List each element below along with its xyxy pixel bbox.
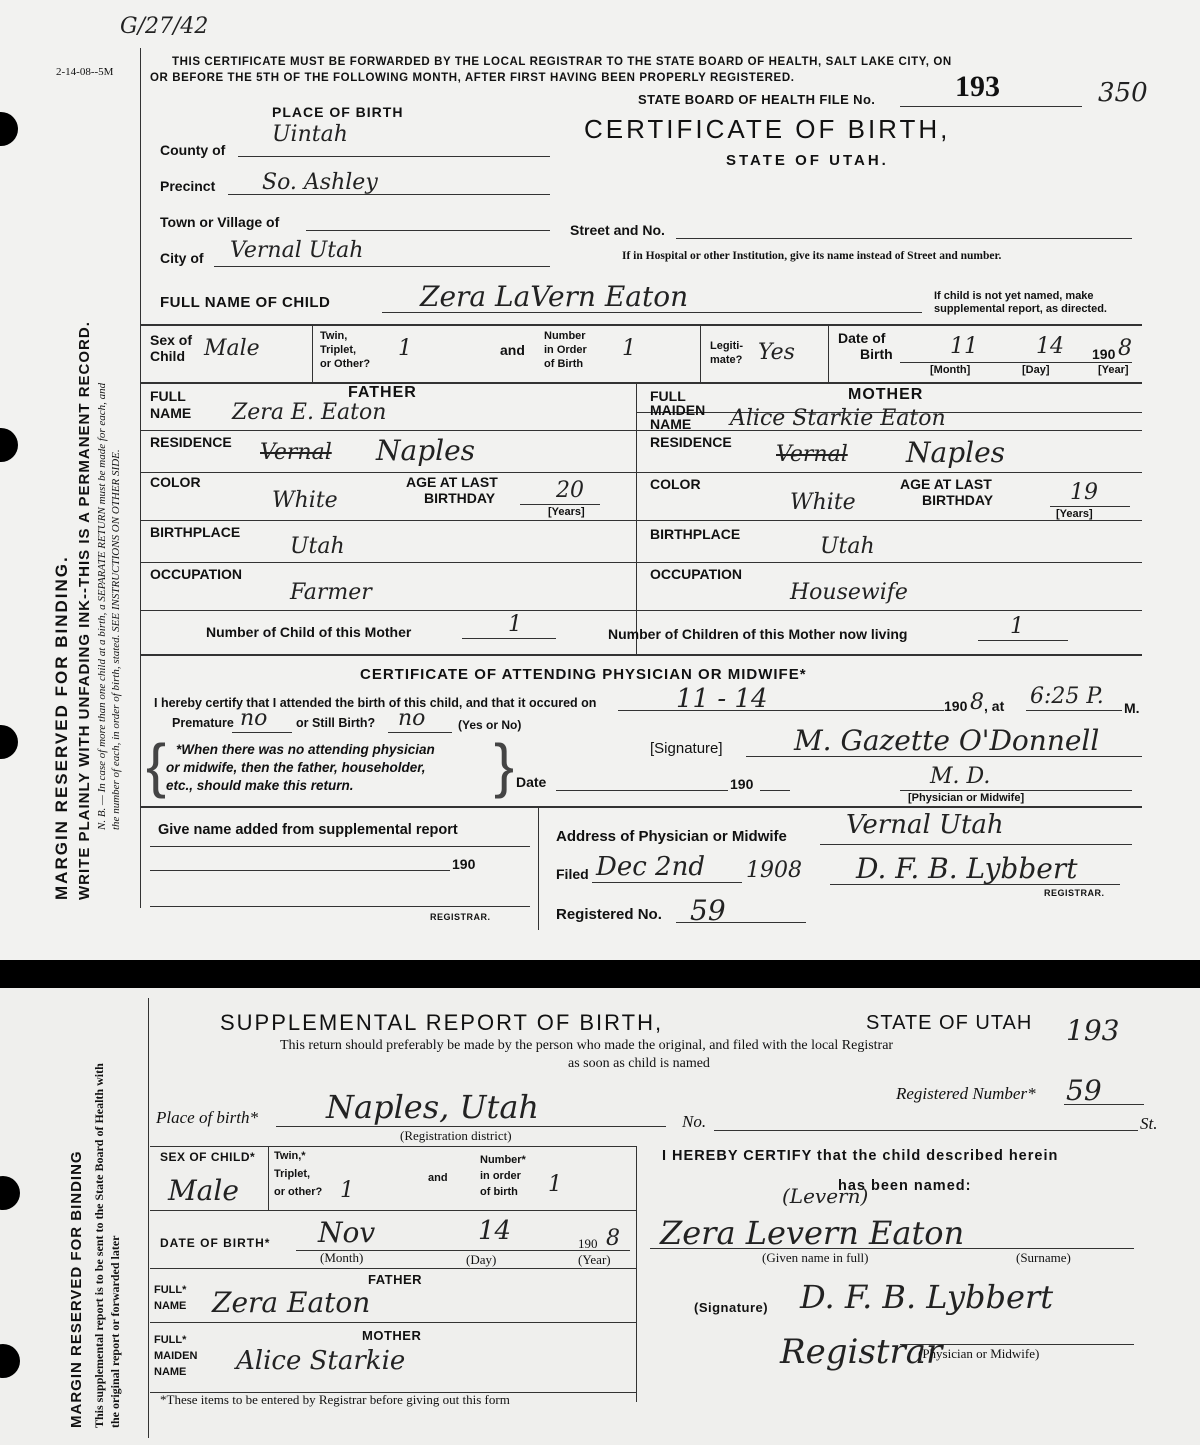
- supp-order-label-1: Number*: [480, 1154, 526, 1166]
- file-number-line: [900, 106, 1082, 107]
- mother-age-line: [1050, 506, 1130, 507]
- supp-physician-caption: (Physician or Midwife): [918, 1346, 1040, 1361]
- supp-signature-label: (Signature): [694, 1300, 769, 1315]
- child-name-line: [382, 312, 922, 313]
- filed-value: Dec 2nd: [596, 852, 705, 882]
- order-label-2: in Order: [544, 344, 587, 356]
- mother-name-label: NAME: [650, 416, 692, 432]
- father-name-value: Zera E. Eaton: [232, 400, 387, 425]
- dob-day-caption: [Day]: [1022, 364, 1050, 376]
- section-divider-2: [140, 382, 1142, 384]
- father-name-label: NAME: [150, 405, 192, 421]
- m-label: M.: [1124, 700, 1140, 716]
- mother-age-value: 19: [1070, 480, 1098, 505]
- mother-occupation-label: OCCUPATION: [650, 566, 743, 582]
- mother-color-label: COLOR: [650, 476, 701, 492]
- supp-dob-day: 14: [478, 1216, 512, 1246]
- supp-child-name: Zera Levern Eaton: [660, 1214, 965, 1252]
- father-birthplace-label: BIRTHPLACE: [150, 524, 241, 540]
- precinct-label: Precinct: [160, 178, 216, 194]
- sex-divider: [312, 326, 313, 382]
- supp-title-state: STATE OF UTAH: [866, 1012, 1033, 1034]
- mother-residence-value: Naples: [906, 436, 1006, 469]
- child-name-label: FULL NAME OF CHILD: [160, 294, 331, 311]
- registrar-label: REGISTRAR.: [1044, 888, 1105, 898]
- mother-name-value: Alice Starkie Eaton: [730, 406, 946, 431]
- supp-no-label: No.: [682, 1112, 707, 1131]
- precinct-line: [228, 194, 550, 195]
- mother-full-label: FULL: [650, 388, 686, 404]
- father-age-line: [520, 504, 600, 505]
- city-value: Vernal Utah: [230, 238, 364, 263]
- order-value: 1: [622, 336, 636, 361]
- supp-registered-line: [1064, 1104, 1144, 1105]
- supp-father-name-label: NAME: [154, 1300, 187, 1312]
- binding-hole-top: [0, 112, 18, 146]
- unnamed-note-1: If child is not yet named, make: [934, 290, 1094, 302]
- supp-box-right: [636, 1146, 637, 1402]
- and-label: and: [500, 342, 525, 358]
- supp-name-correction: (Levern): [782, 1184, 869, 1208]
- supp-box-top: [150, 1146, 636, 1147]
- dob-year-caption: [Year]: [1098, 364, 1129, 376]
- father-birthplace-value: Utah: [290, 534, 345, 559]
- mother-birthplace-value: Utah: [820, 534, 875, 559]
- supp-dob-label: DATE OF BIRTH*: [160, 1236, 271, 1250]
- signature-label: [Signature]: [650, 740, 723, 757]
- supp-registrar-line: [150, 906, 530, 907]
- city-line: [214, 266, 550, 267]
- corner-note: G/27/42: [120, 14, 209, 39]
- supp-mother-name-value: Alice Starkie: [236, 1346, 406, 1376]
- file-number-label: STATE BOARD OF HEALTH FILE No.: [638, 92, 876, 107]
- father-color-label: COLOR: [150, 474, 201, 490]
- margin-note-line-2: the number of each, in order of birth, stated. SEE INSTRUCTIONS ON OTHER SIDE.: [110, 449, 122, 830]
- margin-permanent-record-text: WRITE PLAINLY WITH UNFADING INK--THIS IS A PERMANENT RECORD.: [76, 321, 93, 900]
- county-value: Uintah: [272, 122, 348, 147]
- twin-label-2: Triplet,: [320, 344, 357, 356]
- supp-twin-label-1: Twin,*: [274, 1150, 306, 1162]
- physician-caption: [Physician or Midwife]: [908, 792, 1025, 804]
- premature-label: Premature: [172, 716, 234, 730]
- order-label-1: Number: [544, 330, 586, 342]
- supp-margin-rule: [148, 998, 149, 1438]
- supp-year-caption: (Year): [578, 1252, 611, 1267]
- supp-mother-full-label: FULL*: [154, 1334, 187, 1346]
- margin-note-line-1: N. B. — In case of more than one child at a birth, a SEPARATE RETURN must be made for each, and: [96, 382, 108, 830]
- registered-value: 59: [690, 894, 726, 927]
- order-label-3: of Birth: [544, 358, 584, 370]
- supp-name-line-1: [150, 846, 530, 847]
- mother-heading: MOTHER: [848, 386, 924, 403]
- supp-day-caption: (Day): [466, 1252, 497, 1267]
- supp-order-value: 1: [548, 1172, 562, 1197]
- num-child-line: [462, 638, 556, 639]
- num-living-value: 1: [1010, 614, 1024, 639]
- county-line: [238, 156, 550, 157]
- registered-line: [676, 922, 806, 923]
- birthplace-row-line: [140, 562, 1142, 563]
- father-years-caption: [Years]: [548, 506, 585, 518]
- stillbirth-value: no: [398, 706, 426, 731]
- supp-binding-hole-top: [0, 1176, 20, 1210]
- occurred-date: 11 - 14: [676, 684, 768, 714]
- occupation-row-line: [140, 610, 1142, 611]
- num-living-label: Number of Children of this Mother now living: [608, 626, 908, 642]
- street-label: Street and No.: [570, 222, 665, 238]
- sex-label-2: Child: [150, 348, 185, 364]
- supp-number-note: 193: [1066, 1014, 1120, 1047]
- sex-label-1: Sex of: [150, 332, 193, 348]
- father-occupation-label: OCCUPATION: [150, 566, 243, 582]
- father-residence-value: Naples: [376, 434, 476, 467]
- dob-year: 8: [1118, 336, 1132, 361]
- supp-name-line-2: [150, 870, 450, 871]
- hospital-note: If in Hospital or other Institution, give its name instead of Street and number.: [622, 250, 1002, 262]
- bottom-divider: [538, 806, 539, 930]
- supp-and-label: and: [428, 1172, 448, 1184]
- supp-footnote: *These items to be entered by Registrar before giving out this form: [160, 1392, 510, 1407]
- supp-binding-hole-bottom: [0, 1344, 20, 1378]
- note-brace-right: }: [494, 732, 515, 799]
- name-row-line: [140, 430, 1142, 431]
- legit-label-2: mate?: [710, 354, 743, 366]
- num-child-label: Number of Child of this Mother: [206, 624, 412, 640]
- supp-certify-line-1: I HEREBY CERTIFY that the child described herein: [662, 1148, 1059, 1164]
- supp-sex-divider: [268, 1146, 269, 1210]
- mother-maiden-label: MAIDEN: [650, 402, 706, 418]
- binding-hole-middle: [0, 428, 18, 462]
- father-age-value: 20: [556, 478, 584, 503]
- supp-given-caption: (Given name in full): [762, 1250, 869, 1265]
- supp-surname-caption: (Surname): [1016, 1250, 1071, 1265]
- mother-occupation-value: Housewife: [790, 580, 908, 605]
- supp-signature-title: Registrar: [780, 1332, 943, 1372]
- sex-value: Male: [204, 336, 260, 361]
- form-code: 2-14-08--5M: [56, 66, 114, 78]
- father-color-value: White: [272, 488, 338, 513]
- dob-line: [900, 362, 1132, 363]
- supp-place-value: Naples, Utah: [326, 1088, 540, 1126]
- supp-no-line: [714, 1130, 1138, 1131]
- supp-title: SUPPLEMENTAL REPORT OF BIRTH,: [220, 1010, 664, 1035]
- supp-registered-label: Registered Number*: [896, 1084, 1036, 1103]
- at-label: , at: [984, 698, 1005, 714]
- supp-place-label: Place of birth*: [156, 1108, 258, 1127]
- supp-margin-note-1: This supplemental report is to be sent to the State Board of Health with: [92, 1063, 106, 1428]
- supp-twin-value: 1: [340, 1178, 354, 1203]
- dob-month-caption: [Month]: [930, 364, 971, 376]
- physician-signature-title: M. D.: [930, 764, 991, 789]
- supp-month-caption: (Month): [320, 1250, 364, 1265]
- supp-reg-district: (Registration district): [400, 1128, 512, 1143]
- father-residence-struck: Vernal: [260, 440, 332, 465]
- legit-value: Yes: [758, 340, 795, 365]
- file-number-annotation: 350: [1098, 78, 1148, 108]
- father-residence-label: RESIDENCE: [150, 434, 232, 450]
- forwarding-instruction-1: THIS CERTIFICATE MUST BE FORWARDED BY THE LOCAL REGISTRAR TO THE STATE BOARD OF HEALTH, SALT LAKE CITY, ON: [172, 56, 952, 68]
- mother-years-caption: [Years]: [1056, 508, 1093, 520]
- stillbirth-line: [388, 732, 452, 733]
- note-brace-left: {: [146, 732, 167, 799]
- address-label: Address of Physician or Midwife: [556, 828, 787, 845]
- date-label: Date: [516, 774, 547, 790]
- registrar-line: [830, 884, 1120, 885]
- twin-label-3: or Other?: [320, 358, 371, 370]
- supp-registrar-label: REGISTRAR.: [430, 912, 491, 922]
- note-line-3: etc., should make this return.: [166, 778, 354, 793]
- street-line: [676, 238, 1132, 239]
- mother-color-value: White: [790, 490, 856, 515]
- supp-signature-line: [900, 1344, 1134, 1345]
- supp-father-top: [150, 1268, 636, 1269]
- supp-child-name-line: [650, 1248, 1134, 1249]
- occurred-line: [618, 710, 944, 711]
- legit-divider: [700, 326, 701, 382]
- premature-value: no: [240, 706, 268, 731]
- residence-row-line: [140, 472, 1142, 473]
- date-year-line: [760, 790, 790, 791]
- supp-dob-month: Nov: [318, 1216, 376, 1249]
- address-value: Vernal Utah: [846, 810, 1004, 840]
- occurred-time: 6:25 P.: [1030, 684, 1104, 709]
- father-age-label-1: AGE AT LAST: [406, 474, 498, 490]
- supp-name-label: Give name added from supplemental report: [158, 822, 458, 838]
- section-divider-3: [140, 654, 1142, 656]
- supp-twin-label-3: or other?: [274, 1186, 323, 1198]
- city-label: City of: [160, 250, 204, 266]
- yesno-label: (Yes or No): [458, 718, 522, 732]
- supp-signature: D. F. B. Lybbert: [800, 1278, 1054, 1316]
- place-of-birth-heading: PLACE OF BIRTH: [272, 104, 404, 120]
- supp-father-full-label: FULL*: [154, 1284, 187, 1296]
- occurred-year-prefix: 190: [944, 698, 968, 714]
- registered-label: Registered No.: [556, 906, 662, 923]
- supp-certify-line-2: has been named:: [838, 1178, 972, 1194]
- dob-day: 14: [1036, 334, 1064, 359]
- note-line-2: or midwife, then the father, householder,: [166, 760, 426, 775]
- supp-st-label: St.: [1140, 1114, 1158, 1133]
- filed-label: Filed: [556, 866, 589, 882]
- time-line: [1026, 710, 1122, 711]
- supp-subtitle-2: as soon as child is named: [568, 1056, 710, 1071]
- filed-line: [592, 882, 742, 883]
- twin-label-1: Twin,: [320, 330, 348, 342]
- stillbirth-label: or Still Birth?: [296, 716, 376, 730]
- physician-signature: M. Gazette O'Donnell: [794, 724, 1100, 757]
- mother-age-label-1: AGE AT LAST: [900, 476, 992, 492]
- address-line: [820, 844, 1132, 845]
- occurred-year: 8: [970, 690, 984, 715]
- supp-place-line: [276, 1126, 666, 1127]
- num-child-value: 1: [508, 612, 522, 637]
- margin-binding-text: MARGIN RESERVED FOR BINDING.: [52, 555, 71, 900]
- color-row-line: [140, 520, 1142, 521]
- county-label: County of: [160, 142, 226, 158]
- supp-twin-label-2: Triplet,: [274, 1168, 311, 1180]
- mother-birthplace-label: BIRTHPLACE: [650, 526, 741, 542]
- dob-year-prefix: 190: [1092, 346, 1116, 362]
- supp-year-prefix: 190: [452, 856, 476, 872]
- note-line-1: *When there was no attending physician: [176, 742, 435, 757]
- supp-mother-top: [150, 1322, 636, 1323]
- child-name-value: Zera LaVern Eaton: [420, 280, 689, 313]
- unnamed-note-2: supplemental report, as directed.: [934, 303, 1107, 315]
- supp-mother-name-label: NAME: [154, 1366, 187, 1378]
- mother-age-label-2: BIRTHDAY: [922, 492, 994, 508]
- supp-dob-top: [150, 1210, 636, 1211]
- supplemental-report: [0, 988, 1200, 1445]
- town-label: Town or Village of: [160, 214, 280, 230]
- date-year-prefix: 190: [730, 776, 754, 792]
- file-number: 193: [955, 70, 1000, 103]
- supp-margin-note-2: the original report or forwarded later: [108, 1235, 122, 1428]
- supp-order-label-2: in order: [480, 1170, 521, 1182]
- precinct-value: So. Ashley: [262, 170, 378, 195]
- supp-sex-label: SEX OF CHILD*: [160, 1150, 256, 1164]
- signature-line: [746, 756, 1142, 757]
- date-line: [556, 790, 728, 791]
- registrar-signature: D. F. B. Lybbert: [856, 852, 1078, 885]
- mother-residence-label: RESIDENCE: [650, 434, 732, 450]
- physician-heading: CERTIFICATE OF ATTENDING PHYSICIAN OR MIDWIFE*: [360, 666, 807, 683]
- supp-subtitle-1: This return should preferably be made by the person who made the original, and filed with the local Registrar: [280, 1038, 894, 1053]
- supp-father-name-value: Zera Eaton: [212, 1286, 371, 1319]
- supp-margin-binding-text: MARGIN RESERVED FOR BINDING: [68, 1150, 85, 1428]
- dob-month: 11: [950, 334, 978, 359]
- town-line: [306, 230, 550, 231]
- parents-divider: [636, 382, 637, 654]
- supp-sex-value: Male: [168, 1174, 239, 1207]
- section-divider-4: [140, 806, 1142, 808]
- supp-mother-maiden-label: MAIDEN: [154, 1350, 198, 1362]
- twin-value: 1: [398, 336, 412, 361]
- supp-order-label-3: of birth: [480, 1186, 518, 1198]
- legit-label-1: Legiti-: [710, 340, 743, 352]
- certificate-title: CERTIFICATE OF BIRTH,: [584, 114, 951, 144]
- father-occupation-value: Farmer: [290, 580, 372, 605]
- mother-residence-struck: Vernal: [776, 442, 848, 467]
- binding-hole-bottom: [0, 725, 18, 759]
- father-heading: FATHER: [348, 384, 417, 401]
- supp-mother-heading: MOTHER: [362, 1328, 422, 1343]
- supp-father-heading: FATHER: [368, 1272, 423, 1287]
- dob-divider: [828, 326, 829, 382]
- supp-dob-year-prefix: 190: [578, 1236, 598, 1251]
- supp-registered-value: 59: [1066, 1074, 1102, 1107]
- dob-label-2: Birth: [860, 346, 893, 362]
- filed-year: 1908: [746, 858, 802, 883]
- margin-rule: [140, 48, 141, 908]
- father-age-label-2: BIRTHDAY: [424, 490, 496, 506]
- supp-dob-year: 8: [606, 1226, 620, 1251]
- forwarding-instruction-2: OR BEFORE THE 5TH OF THE FOLLOWING MONTH, AFTER FIRST HAVING BEEN PROPERLY REGISTERED.: [150, 72, 795, 84]
- num-living-line: [978, 640, 1068, 641]
- physician-line: [900, 790, 1132, 791]
- father-full-label: FULL: [150, 388, 186, 404]
- state-name: STATE OF UTAH.: [726, 152, 889, 169]
- certify-text: I hereby certify that I attended the birth of this child, and that it occured on: [154, 696, 597, 710]
- section-divider-1: [140, 324, 1142, 326]
- premature-line: [232, 732, 292, 733]
- dob-label-1: Date of: [838, 330, 886, 346]
